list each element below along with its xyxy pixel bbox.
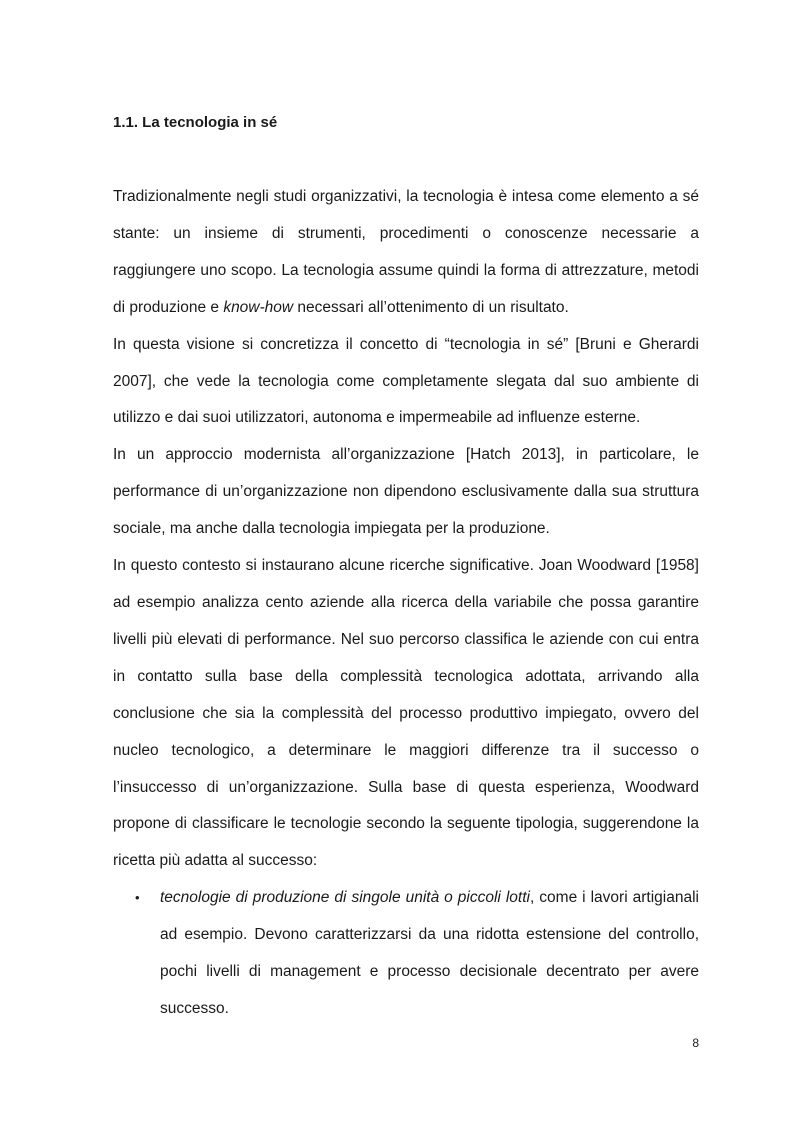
paragraph-1: [113, 179, 699, 327]
list-item: [135, 880, 699, 1028]
section-heading: 1.1. La tecnologia in sé: [113, 114, 278, 131]
paragraph-1-text-start: Tradizionalmente negli studi organizzativi, la tecnologia è intesa come elemento a sé stante: un insieme di strumenti, procedimenti o conoscenze necessarie a raggiungere uno scopo. La tecnologia assume quindi la forma di attrezzature, metodi di produzione e: [113, 188, 699, 316]
list-item-text: , come i lavori artigianali ad esempio. Devono caratterizzarsi da una ridotta estensione del controllo, pochi livelli di management e processo decisionale decentrato per avere successo.: [160, 889, 699, 1017]
know-how-term: know-how: [223, 298, 294, 316]
bullet-icon: •: [135, 890, 140, 906]
technology-type-list: [113, 880, 699, 1028]
page-number: 8: [692, 1036, 699, 1050]
paragraph-4: In questo contesto si instaurano alcune ricerche significative. Joan Woodward [1958] ad esempio analizza cento aziende alla ricerca della variabile che possa garantire livelli più elevati di performance. Nel suo percorso classifica le aziende con cui entra in contatto sulla base della complessità tecnologica adottata, arrivando alla conclusione che sia la complessità del processo produttivo impiegato, ovvero del nucleo tecnologico, a determinare le maggiori differenze tra il successo o l’insuccesso di un’organizzazione. Sulla base di questa esperienza, Woodward propone di classificare le tecnologie secondo la seguente tipologia, suggerendone la ricetta più adatta al successo:: [113, 557, 699, 870]
paragraph-1-text-end: necessari all’ottenimento di un risultato.: [293, 298, 569, 316]
paragraph-3: In un approccio modernista all’organizzazione [Hatch 2013], in particolare, le performance di un’organizzazione non dipendono esclusivamente dalla sua struttura sociale, ma anche dalla tecnologia impiegata per la produzione.: [113, 446, 699, 538]
body-text: [113, 179, 699, 1028]
list-item-term: tecnologie di produzione di singole unità o piccoli lotti: [160, 889, 530, 907]
paragraph-2: In questa visione si concretizza il concetto di “tecnologia in sé” [Bruni e Gherardi 2007], che vede la tecnologia come completamente slegata dal suo ambiente di utilizzo e dai suoi utilizzatori, autonoma e impermeabile ad influenze esterne.: [113, 335, 699, 427]
